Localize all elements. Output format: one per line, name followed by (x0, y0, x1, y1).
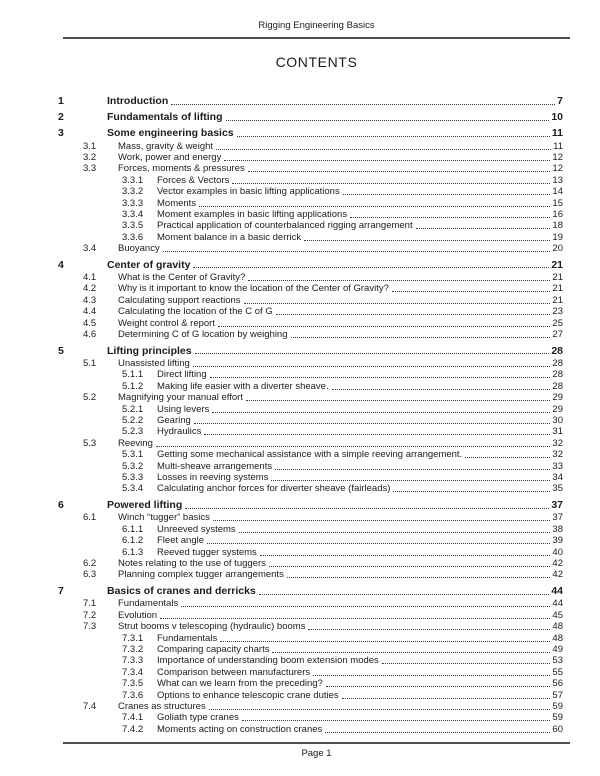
page-title: CONTENTS (275, 54, 358, 70)
toc-entry-title: Calculating the location of the C of G (118, 306, 273, 318)
toc-entry-title: Powered lifting (107, 498, 183, 511)
toc-entry-number: 6 (58, 498, 64, 511)
toc-entry-page: 29 (552, 392, 563, 404)
toc-entry-number: 5.1.2 (122, 380, 144, 392)
toc-entry (0, 111, 600, 123)
toc-entry (0, 535, 600, 546)
toc-entry-number: 5.2 (83, 392, 97, 404)
toc-entry-page: 21 (552, 294, 563, 306)
toc-entry-number: 7.3.3 (122, 655, 144, 667)
toc-entry (0, 272, 600, 283)
toc-entry-page: 32 (552, 449, 563, 461)
toc-entry-title: Evolution (118, 609, 158, 621)
toc-entry-number: 3.3.4 (122, 208, 144, 220)
toc-entry-number: 3.3.1 (122, 174, 144, 186)
toc-entry (0, 329, 600, 340)
toc-entry-page: 44 (551, 584, 563, 597)
toc-entry (0, 667, 600, 678)
toc-dot-leader (209, 701, 551, 710)
toc-dot-leader (194, 415, 551, 424)
toc-entry-page: 11 (551, 127, 563, 139)
toc-dot-leader (350, 209, 550, 218)
toc-entry-page: 28 (551, 344, 563, 357)
toc-dot-leader (246, 392, 550, 401)
toc-entry-page: 25 (552, 317, 563, 329)
toc-entry-title: Importance of understanding boom extension modes (157, 655, 379, 667)
toc-entry (0, 95, 600, 107)
toc-entry-number: 4 (58, 258, 64, 271)
toc-entry-page: 38 (552, 523, 563, 535)
toc-entry-title: Options to enhance telescopic crane duties (157, 689, 339, 701)
toc-entry-title: Forces & Vectors (157, 174, 230, 186)
toc-entry (0, 175, 600, 186)
toc-entry-page: 31 (552, 426, 563, 438)
toc-entry-title: Moments (157, 197, 197, 209)
toc-dot-leader (304, 232, 550, 241)
toc-dot-leader (220, 633, 550, 642)
toc-entry (0, 318, 600, 329)
toc-dot-leader (275, 461, 550, 470)
toc-entry-title: Fundamentals (157, 632, 218, 644)
toc-entry-page: 11 (553, 140, 563, 152)
toc-dot-leader (207, 535, 550, 544)
toc-dot-leader (248, 272, 550, 281)
toc-entry-title: Forces, moments & pressures (118, 163, 245, 175)
toc-entry (0, 644, 600, 655)
toc-entry-title: Losses in reeving systems (157, 472, 269, 484)
toc-entry-page: 27 (552, 329, 563, 341)
toc-entry-number: 5.2.1 (122, 403, 144, 415)
toc-dot-leader (185, 499, 549, 509)
toc-entry-page: 37 (551, 498, 563, 511)
toc-list (0, 91, 600, 735)
toc-entry (0, 585, 600, 597)
toc-entry (0, 381, 600, 392)
toc-entry-title: Planning complex tugger arrangements (118, 569, 284, 581)
toc-entry-title: Calculating support reactions (118, 294, 241, 306)
toc-entry-page: 48 (552, 632, 563, 644)
toc-dot-leader (204, 426, 550, 435)
toc-entry-number: 7.3.1 (122, 632, 144, 644)
toc-dot-leader (287, 569, 551, 578)
toc-entry-page: 7 (557, 95, 563, 107)
toc-entry-number: 3.3.5 (122, 220, 144, 232)
page-footer (63, 748, 570, 759)
page-number-label: Page 1 (301, 748, 332, 759)
toc-entry-number: 7.1 (83, 598, 97, 610)
toc-dot-leader (259, 585, 549, 595)
toc-entry-number: 5.3.2 (122, 460, 144, 472)
toc-entry-page: 19 (552, 231, 563, 243)
toc-entry-number: 5.3.4 (122, 483, 144, 495)
toc-entry-number: 7.4 (83, 700, 97, 712)
toc-entry-title: Winch “tugger” basics (118, 512, 210, 524)
toc-dot-leader (213, 512, 551, 521)
toc-entry-page: 28 (552, 380, 563, 392)
toc-entry-number: 3.3 (83, 163, 97, 175)
toc-dot-leader (244, 295, 551, 304)
toc-entry-number: 7.3.4 (122, 666, 144, 678)
toc-entry-number: 7.3.5 (122, 678, 144, 690)
toc-entry-page: 30 (552, 415, 563, 427)
toc-dot-leader (181, 598, 550, 607)
toc-entry-title: Comparing capacity charts (157, 643, 270, 655)
toc-entry (0, 209, 600, 220)
toc-entry (0, 283, 600, 294)
toc-entry-page: 12 (552, 151, 563, 163)
toc-entry-page: 13 (552, 174, 563, 186)
toc-entry-title: Notes relating to the use of tuggers (118, 558, 266, 569)
toc-entry-title: Unreeved systems (157, 523, 236, 535)
toc-entry-title: Reeving (118, 437, 153, 449)
toc-entry-page: 40 (552, 546, 563, 558)
toc-entry-number: 3.3.2 (122, 186, 144, 198)
toc-entry-title: Strut booms v telescoping (hydraulic) booms (118, 621, 306, 633)
toc-entry (0, 598, 600, 609)
toc-entry (0, 472, 600, 483)
toc-dot-leader (393, 483, 550, 492)
toc-entry (0, 621, 600, 632)
toc-entry-number: 6.1.1 (122, 523, 144, 535)
toc-entry (0, 524, 600, 535)
toc-entry (0, 415, 600, 426)
toc-entry-title: Gearing (157, 415, 191, 427)
toc-dot-leader (171, 95, 555, 105)
toc-dot-leader (210, 369, 551, 378)
footer-divider (63, 742, 570, 744)
toc-entry-title: Buoyancy (118, 243, 160, 255)
toc-entry-title: Direct lifting (157, 369, 207, 381)
toc-entry-number: 6.1.2 (122, 535, 144, 547)
toc-dot-leader (276, 306, 551, 315)
toc-entry-title: Basics of cranes and derricks (107, 584, 256, 597)
toc-entry (0, 369, 600, 380)
toc-entry-page: 44 (552, 598, 563, 610)
toc-entry-page: 14 (552, 186, 563, 198)
toc-entry (0, 449, 600, 460)
toc-dot-leader (326, 678, 551, 687)
toc-entry-title: Determining C of G location by weighing (118, 329, 288, 341)
toc-entry-number: 5.2.2 (122, 415, 144, 427)
toc-entry-number: 7.4.2 (122, 723, 144, 735)
toc-dot-leader (193, 358, 551, 367)
toc-dot-leader (195, 345, 550, 355)
toc-entry-number: 5.2.3 (122, 426, 144, 438)
toc-entry-title: Mass, gravity & weight (118, 140, 214, 152)
toc-entry-number: 4.6 (83, 329, 97, 341)
toc-entry-title: Fleet angle (157, 535, 205, 547)
toc-entry-page: 12 (552, 163, 563, 175)
toc-entry (0, 701, 600, 712)
toc-entry (0, 547, 600, 558)
toc-entry-number: 1 (58, 95, 64, 107)
toc-entry-number: 5.3.3 (122, 472, 144, 484)
toc-dot-leader (269, 558, 551, 567)
toc-entry-page: 57 (552, 689, 563, 701)
toc-dot-leader (272, 644, 550, 653)
toc-entry-page: 37 (552, 512, 563, 524)
toc-entry-number: 5 (58, 344, 64, 357)
toc-entry (0, 610, 600, 621)
toc-entry-title: Introduction (107, 95, 169, 107)
toc-entry-page: 28 (552, 369, 563, 381)
toc-entry-page: 20 (552, 243, 563, 255)
toc-entry (0, 306, 600, 317)
toc-entry-title: Weight control & report (118, 317, 215, 329)
toc-entry-title: Fundamentals of lifting (107, 111, 223, 123)
toc-dot-leader (382, 655, 551, 664)
toc-entry-page: 16 (552, 208, 563, 220)
toc-entry-title: Comparison between manufacturers (157, 666, 311, 678)
toc-dot-leader (465, 449, 550, 458)
toc-entry-number: 3.1 (83, 140, 97, 152)
toc-dot-leader (218, 318, 550, 327)
toc-entry (0, 426, 600, 437)
toc-entry-number: 5.1.1 (122, 369, 144, 381)
toc-entry (0, 483, 600, 494)
toc-entry (0, 232, 600, 243)
toc-entry-page: 59 (552, 712, 563, 724)
toc-entry (0, 512, 600, 523)
toc-dot-leader (308, 621, 550, 630)
toc-entry-number: 3.3.6 (122, 231, 144, 243)
toc-entry-number: 7.4.1 (122, 712, 144, 724)
toc-entry-title: Moment examples in basic lifting applications (157, 208, 348, 220)
toc-dot-leader (242, 712, 551, 721)
toc-entry (0, 690, 600, 701)
toc-entry-number: 4.4 (83, 306, 97, 318)
toc-dot-leader (332, 381, 551, 390)
toc-entry (0, 678, 600, 689)
toc-entry-title: Goliath type cranes (157, 712, 239, 724)
toc-entry (0, 220, 600, 231)
toc-entry-page: 59 (552, 700, 563, 712)
toc-entry (0, 633, 600, 644)
running-header (63, 21, 570, 39)
toc-entry (0, 558, 600, 569)
toc-dot-leader (212, 404, 550, 413)
toc-entry-number: 3.2 (83, 151, 97, 163)
toc-entry-page: 10 (551, 111, 563, 123)
toc-entry-page: 21 (552, 272, 563, 284)
toc-entry (0, 127, 600, 139)
toc-entry (0, 655, 600, 666)
toc-dot-leader (392, 283, 551, 292)
toc-dot-leader (232, 175, 550, 184)
toc-entry (0, 569, 600, 580)
toc-entry-number: 4.2 (83, 283, 97, 295)
toc-entry-page: 42 (552, 558, 563, 569)
toc-entry-page: 21 (552, 283, 563, 295)
toc-entry-number: 5.1 (83, 358, 97, 369)
toc-entry-page: 39 (552, 535, 563, 547)
toc-dot-leader (160, 610, 550, 619)
toc-entry-page: 32 (552, 437, 563, 449)
document-title: Rigging Engineering Basics (258, 20, 375, 31)
toc-entry-title: Moment balance in a basic derrick (157, 231, 302, 243)
toc-entry (0, 186, 600, 197)
toc-entry-title: Lifting principles (107, 344, 192, 357)
toc-entry (0, 499, 600, 511)
toc-entry (0, 198, 600, 209)
toc-entry-number: 5.3 (83, 437, 97, 449)
toc-entry-title: What is the Center of Gravity? (118, 272, 246, 284)
toc-dot-leader (248, 163, 551, 172)
toc-entry-title: Getting some mechanical assistance with a simple reeving arrangement. (157, 449, 463, 461)
toc-entry (0, 295, 600, 306)
toc-entry-number: 7.3.2 (122, 643, 144, 655)
toc-dot-leader (237, 127, 550, 137)
toc-entry-number: 7.2 (83, 609, 97, 621)
toc-entry (0, 358, 600, 369)
toc-entry-page: 53 (552, 655, 563, 667)
toc-entry-title: Why is it important to know the location of the Center of Gravity? (118, 283, 389, 295)
toc-entry-number: 4.5 (83, 317, 97, 329)
toc-entry-page: 21 (551, 258, 563, 271)
toc-entry (0, 345, 600, 357)
toc-entry-number: 3.4 (83, 243, 97, 255)
toc-entry-title: Some engineering basics (107, 127, 234, 139)
toc-dot-leader (226, 111, 550, 121)
toc-entry-page: 35 (552, 483, 563, 495)
toc-entry-title: Center of gravity (107, 258, 191, 271)
toc-entry-title: Hydraulics (157, 426, 202, 438)
toc-entry-number: 4.3 (83, 294, 97, 306)
toc-entry-number: 5.3.1 (122, 449, 144, 461)
toc-entry-title: Moments acting on construction cranes (157, 723, 323, 735)
toc-entry-number: 2 (58, 111, 64, 123)
toc-dot-leader (224, 152, 550, 161)
toc-entry (0, 141, 600, 152)
toc-entry-number: 6.1 (83, 512, 97, 524)
toc-entry-number: 3 (58, 127, 64, 139)
toc-entry-page: 42 (552, 569, 563, 581)
toc-entry (0, 438, 600, 449)
toc-entry-number: 3.3.3 (122, 197, 144, 209)
toc-entry (0, 392, 600, 403)
toc-dot-leader (199, 198, 550, 207)
toc-entry-page: 18 (552, 220, 563, 232)
toc-entry-page: 60 (552, 723, 563, 735)
toc-entry-number: 6.2 (83, 558, 97, 569)
toc-entry (0, 712, 600, 723)
toc-entry (0, 163, 600, 174)
toc-entry-page: 49 (552, 643, 563, 655)
toc-dot-leader (260, 547, 551, 556)
toc-entry-page: 55 (552, 666, 563, 678)
toc-entry (0, 461, 600, 472)
toc-dot-leader (343, 186, 551, 195)
toc-entry-number: 4.1 (83, 272, 97, 284)
toc-entry (0, 724, 600, 735)
toc-entry-title: Cranes as structures (118, 700, 206, 712)
toc-entry-page: 48 (552, 621, 563, 633)
toc-entry-title: What can we learn from the preceding? (157, 678, 323, 690)
toc-dot-leader (156, 438, 551, 447)
toc-entry-number: 7.3 (83, 621, 97, 633)
toc-dot-leader (163, 243, 551, 252)
toc-entry-page: 29 (552, 403, 563, 415)
toc-entry-number: 7.3.6 (122, 689, 144, 701)
toc-dot-leader (416, 220, 551, 229)
toc-entry-title: Calculating anchor forces for diverter sheave (fairleads) (157, 483, 391, 495)
toc-entry-title: Multi-sheave arrangements (157, 460, 273, 472)
toc-dot-leader (216, 141, 551, 150)
toc-entry-number: 6.3 (83, 569, 97, 581)
toc-entry-title: Work, power and energy (118, 151, 222, 163)
toc-entry-number: 6.1.3 (122, 546, 144, 558)
toc-entry-page: 33 (552, 460, 563, 472)
toc-entry-title: Magnifying your manual effort (118, 392, 243, 404)
toc-entry-title: Unassisted lifting (118, 358, 190, 369)
toc-dot-leader (325, 724, 550, 733)
toc-entry-number: 7 (58, 584, 64, 597)
toc-entry-page: 15 (552, 197, 563, 209)
toc-entry (0, 404, 600, 415)
toc-dot-leader (271, 472, 550, 481)
toc-entry-page: 56 (552, 678, 563, 690)
toc-entry-title: Making life easier with a diverter sheave. (157, 380, 329, 392)
toc-entry-title: Practical application of counterbalanced rigging arrangement (157, 220, 413, 232)
toc-dot-leader (291, 329, 551, 338)
toc-entry (0, 243, 600, 254)
toc-entry-page: 23 (552, 306, 563, 318)
toc-entry-title: Reeved tugger systems (157, 546, 257, 558)
toc-entry-page: 34 (552, 472, 563, 484)
toc-entry-page: 45 (552, 609, 563, 621)
toc-dot-leader (239, 524, 551, 533)
toc-dot-leader (193, 259, 549, 269)
toc-dot-leader (313, 667, 550, 676)
toc-entry-page: 28 (552, 358, 563, 369)
toc-entry (0, 152, 600, 163)
toc-entry-title: Vector examples in basic lifting applications (157, 186, 340, 198)
toc-entry (0, 259, 600, 271)
toc-dot-leader (342, 690, 551, 699)
toc-entry-title: Fundamentals (118, 598, 179, 610)
toc-entry-title: Using levers (157, 403, 210, 415)
